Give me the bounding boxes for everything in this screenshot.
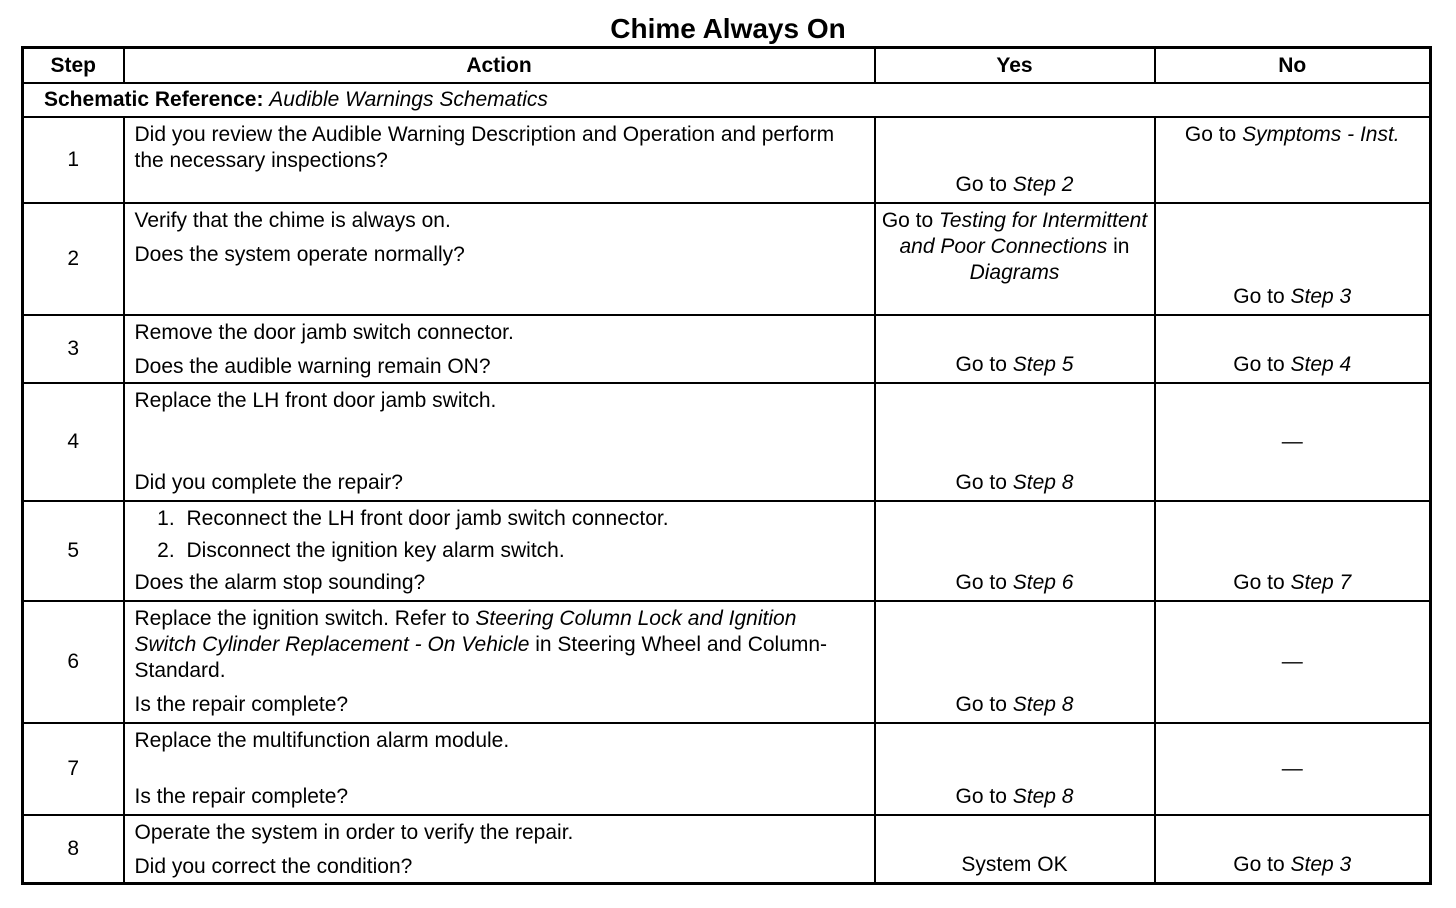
no-prefix: Go to: [1233, 852, 1285, 876]
action-text: Remove the door jamb switch connector.: [134, 321, 514, 344]
yes-cell: [875, 117, 1155, 203]
yes-link[interactable]: Step 8: [1012, 471, 1074, 494]
header-row: [23, 48, 1431, 84]
no-link[interactable]: Symptoms - Inst.: [1242, 123, 1400, 146]
action-question: Does the alarm stop sounding?: [134, 571, 426, 594]
no-cell: —: [1155, 383, 1431, 501]
no-cell: [1155, 203, 1431, 315]
table-row: [23, 315, 1431, 383]
step-number: 4: [23, 383, 124, 501]
no-prefix: Go to: [1233, 571, 1285, 594]
no-link[interactable]: Step 3: [1290, 852, 1352, 876]
yes-link[interactable]: Step 8: [1012, 693, 1074, 716]
yes-cell: [875, 723, 1155, 815]
no-cell: —: [1155, 601, 1431, 723]
diagnostic-table-wrapper: [21, 46, 1429, 885]
action-cell: [124, 723, 875, 815]
schematic-reference-label: Schematic Reference:: [44, 88, 264, 111]
yes-prefix: Go to: [955, 693, 1007, 716]
step-number: 6: [23, 601, 124, 723]
yes-cell: System OK: [875, 815, 1155, 883]
yes-cell: [875, 501, 1155, 601]
step-number: 5: [23, 501, 124, 601]
action-cell: [124, 117, 875, 203]
action-text-pre: Replace the ignition switch. Refer to: [134, 607, 470, 630]
header-action: Action: [124, 48, 875, 84]
yes-cell: [875, 383, 1155, 501]
action-question: Did you complete the repair?: [134, 471, 403, 494]
diagnostic-table: [21, 46, 1432, 885]
table-row: [23, 117, 1431, 203]
table-row: [23, 601, 1431, 723]
no-prefix: Go to: [1233, 353, 1285, 376]
step-number: 1: [23, 117, 124, 203]
yes-prefix: Go to: [881, 209, 934, 232]
action-cell: [124, 383, 875, 501]
action-cell: [124, 501, 875, 601]
no-cell: —: [1155, 723, 1431, 815]
action-text: Operate the system in order to verify the repair.: [134, 821, 574, 844]
no-cell: [1155, 815, 1431, 883]
header-step: Step: [23, 48, 124, 84]
table-row: [23, 501, 1431, 601]
step-number: 8: [23, 815, 124, 883]
action-steps-list: [135, 506, 864, 564]
action-question: Did you correct the condition?: [134, 855, 413, 878]
table-row: [23, 383, 1431, 501]
action-text: Did you review the Audible Warning Description and Operation and perform the necessary inspections?: [134, 123, 835, 172]
action-text: Replace the LH front door jamb switch.: [134, 389, 497, 412]
no-cell: [1155, 315, 1431, 383]
header-no: No: [1155, 48, 1431, 84]
action-cell: [124, 203, 875, 315]
table-row: [23, 815, 1431, 883]
no-link[interactable]: Step 4: [1290, 353, 1352, 376]
page-title: Chime Always On: [610, 13, 846, 44]
yes-link[interactable]: Step 8: [1012, 785, 1074, 808]
no-cell: [1155, 117, 1431, 203]
list-item: 1. Reconnect the LH front door jamb switch connector.: [181, 506, 864, 532]
table-row: [23, 203, 1431, 315]
action-text: [135, 606, 864, 684]
yes-prefix: Go to: [955, 571, 1007, 594]
action-cell: [124, 315, 875, 383]
yes-link[interactable]: Step 5: [1012, 353, 1074, 376]
yes-prefix: Go to: [955, 173, 1007, 196]
no-link[interactable]: Step 7: [1290, 571, 1352, 594]
action-cell: [124, 815, 875, 883]
yes-link[interactable]: Testing for Intermittent and Poor Connections: [899, 209, 1148, 258]
action-text: Verify that the chime is always on.: [134, 209, 451, 232]
yes-link-2[interactable]: Diagrams: [969, 261, 1060, 284]
action-question: Is the repair complete?: [134, 693, 349, 716]
action-question: Does the audible warning remain ON?: [134, 355, 491, 378]
action-question: Is the repair complete?: [134, 785, 349, 808]
yes-prefix: Go to: [955, 471, 1007, 494]
no-prefix: Go to: [1233, 285, 1285, 308]
yes-prefix: Go to: [955, 353, 1007, 376]
yes-link[interactable]: Step 2: [1012, 173, 1074, 196]
schematic-reference-link[interactable]: Audible Warnings Schematics: [269, 88, 548, 111]
no-link[interactable]: Step 3: [1290, 285, 1352, 308]
action-text: Replace the multifunction alarm module.: [134, 729, 510, 752]
action-question: Does the system operate normally?: [134, 243, 465, 266]
table-row: [23, 723, 1431, 815]
action-text-post: in Steering Wheel and Column-Standard.: [134, 633, 828, 682]
step-number: 3: [23, 315, 124, 383]
yes-link[interactable]: Step 6: [1012, 571, 1074, 594]
header-yes: Yes: [875, 48, 1155, 84]
yes-cell: [875, 315, 1155, 383]
yes-cell: [875, 203, 1155, 315]
step-number: 2: [23, 203, 124, 315]
schematic-reference-row: [23, 83, 1431, 117]
no-cell: [1155, 501, 1431, 601]
yes-mid: in: [1113, 235, 1130, 258]
step-number: 7: [23, 723, 124, 815]
schematic-reference: [23, 83, 1431, 117]
yes-cell: [875, 601, 1155, 723]
yes-prefix: Go to: [955, 785, 1007, 808]
list-item: 2. Disconnect the ignition key alarm switch.: [181, 538, 864, 564]
action-cell: [124, 601, 875, 723]
action-link[interactable]: Steering Column Lock and Ignition Switch Cylinder Replacement - On Vehicle: [134, 607, 797, 656]
no-prefix: Go to: [1184, 123, 1237, 146]
